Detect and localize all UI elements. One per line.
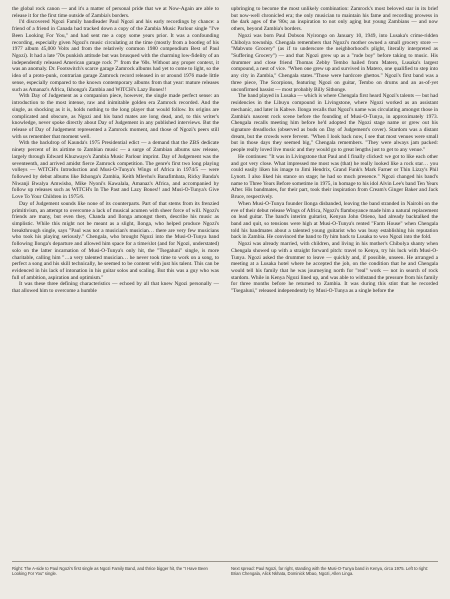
paragraph: The band played in Lusaka — which is where Chengala first heard Ngozi's talents — but had residencies in the Libuyu compound in Livingstone, where Ngozi worked as an assistant mechanic, and later in Kabwe. Ilonga recalls that Ngozi's name was circulating amongst those in Zambia's nascent rock scene before the founding of Musi-O-Tunya, in approximately 1973. Chengala recalls meeting him before he'd adopted the Ngozi stage name or grew out his signature dreadlocks (observed as buds on Day of Judgement's cover). Stardom was a distant dream, but the crowds were fervent. "When I look back now, I see that most venues were small but in those days they seemed big," Chengala remembers. "They were always jam packed: people really loved live music and they would go to great lengths just to get to any venue." — [231, 93, 438, 154]
caption-divider — [12, 561, 438, 562]
left-caption: Right: The A-side to Paul Ngozi's first single as Ngozi Family Band, and thrice bigger hit, the "I Have Been Looking For You" single. — [12, 566, 208, 577]
left-column — [12, 6, 219, 558]
paragraph: Ngozi was already married, with children, and living in his mother's Chibolya shanty when Chengala showed up with a straight forward pitch: travel to Kenya, try his luck with Musi-O-Tunya. Ngozi asked the drummer to leave — quickly and, if possible, unseen. He arranged a meeting at a Lusaka hotel where he accepted the job, on the condition that he and Chengala would tell his family that he was journeying north for "real" work — not in search of rock stardom. While in Kenya Ngozi lined up, and was able to withstand the pressure from his family for three months before he returned to Zambia. It was during this stint that he recorded "Tsegaluni," released independently by Musi-O-Tunya as a single before the — [231, 241, 438, 295]
paragraph: Ngozi was born Paul Dobson Nyirongo on January 10, 1949, into Lusaka's crime-ridden Chibolya township. Chengala remembers that Ngozi's mother owned a small grocery store — "Mabvuto Grocery" (as if to underscore the neighborhood's plight, literally interpreted as "Suffering Grocery") — and that Ngozi grew up as a "rude boy" before taking to music. His drummer and close friend Thomas Zebby Tembo hailed from Matero, Lusaka's largest compound, a nest of vice. "When one grew up and survived in Matero, one qualified to step into any city in Zambia," Chengala states."Those were hardcore ghettos." Ngozi's first band was a three piece, The Scorpions, featuring Ngozi on guitar, Tembo on drums and an as-of-yet unconfirmed bassist — most probably Billy Sithonge. — [231, 32, 438, 93]
text-columns — [12, 6, 438, 558]
paragraph: the global rock canon — and it's a matter of personal pride that we at Now-Again are able to release it for the first time outside of Zambia's borders. — [12, 6, 219, 19]
caption-row — [12, 566, 438, 577]
right-column — [231, 6, 438, 558]
paragraph: With Day of Judgement as a companion piece, however, the single made perfect sense: an introduction to the most intense, raw and inimitable golden era Zamrock recorded. And the single, as shocking as it is, holds nothing to the long player that would follow. Its origins are complicated and obscure, as Ngozi and his band mates are long dead, and, to this writer's knowledge, never spoke directly about Day of Judgement in any published interviews. But the release of Day of Judgement represented a Zamrock moment, and those of Ngozi's peers still with us remember that moment well. — [12, 93, 219, 140]
paragraph: When Musi-O-Tunya founder Ilonga disbanded, leaving the band stranded in Nairobi on the eve of their debut release Wings of Africa, Ngozi's flamboyance made him a natural replacement on lead guitar. The band's interim guitarist, Kenyan John Otieno, had already backtalked the band and quit, so tensions were high at Musi-O-Tunya's rented "Farm House" when Chengala told his bandmates about a talented young guitarist who was busy establishing his reputation back in Zambia. He convinced the band to fly him back to Lusaka to woo Ngozi into the fold. — [231, 200, 438, 241]
paragraph: Day of Judgement sounds like none of its counterparts. Part of that stems from its frenzied primitivism, an attempt to overcome a lack of musical acumen with sheer force of will. Ngozi's friends are many, but even they, Chanda and Ilonga amongst them, describe his music as simplistic. While this might not be meant as a slight, Ilonga, who helped produce Ngozi's breakthrough single, says "Paul was not a musician's musician… there are very few musicians who took his playing seriously." Chengala, who brought Ngozi into the Musi-O-Tunya band following Ilonga's departure and allowed him space for a time/slot (and for Ngozi, understated) solo on the latter incarnation of Musi-O-Tunya's only hit, the "Tsegaluni" single, is more charitable, calling him "…a very talented musician… he never took time to work on a song, to perfect a song and his skill technically, he seemed to be content with just his talent. This can be evidenced in his lack of intonation in his guitar solos and scaling. But this was a guy who was full of ambition, aspiration and optimism." — [12, 200, 219, 281]
paragraph: I'd discovered Ngozi Family bandleader Paul Ngozi and his early recordings by chance: a friend of a friend in Canada had tracked down a copy of the Zambia Music Parlour single "I've Been Looking For You," and had sent me a copy some years prior. It was a confounding recording, especially given Ngozi's music circulating at the time (mostly from a bootleg of his 1977 album 45,000 Volts and from the relatively common 1980 compendium Best of Paul Ngozi). It had a late '70s punkish attitude but was brusqued with the charming low-fidelity of an independently released American garage rock 7" from the '60s. Without any proper context, it was an anomaly. Dr. Footswitch's scarce garage Zamrock albums had yet to come to light, so the idea of a proto-punk, contrarian garage Zamrock record released in or around 1976 made little sense, especially compared to the known contemporary albums from that year: mature releases such as Amanaz's Africa, Ikhonga's Zambia and WITCH's Lazy Bones!! — [12, 19, 219, 93]
paragraph: With the backdrop of Kaunda's 1975 Presidential edict — a demand that the ZBS dedicate ninety percent of its airtime to Zambian music — a surge of Zambian albums saw release, largely through Edward Khuzwayo's Zambia Music Parlour imprint. Day of Judgement was the seventeenth, and arrived amidst fierce Zamrock competition. The genre's first two long playing volleys — WITCH's Introduction and Musi-O-Tunya's Wings of Africa in 1974/5 — were followed by debut albums like Ikhonga's Zambia, Keith Mlevhu's Banafimbata, Ricky Banda's Niwanji Bwalya Amwisho, Mike Nyoni's Kawalala, Amanaz's Africa, and accompanied by follow up releases such as WITCH's In The Past and Lazy Bones!! and Musi-O-Tunya's Give Love To Your Children in 1975/6. — [12, 140, 219, 201]
paragraph: He continues: "It was in Livingstone that Paul and I finally clicked: we got to like each other and got very close. What impressed me most was (that) he really looked like a rock star… you could easily liken his image to Jimi Hendrix, Grand Funk's Mark Farner or Thin Lizzy's Phil Lynott. I also liked his stance on stage; he had so much presence." Ngozi changed his band's name to Three Years Before sometime in 1975, in homage to his idol Alvin Lee's band Ten Years After. His bandmates, for their part, took their inspiration from Cream's Ginger Baker and Jack Bruce, respectively. — [231, 153, 438, 201]
paragraph: It was these three defining characteristics — echoed by all that knew Ngozi personally — that allowed him to overcome a humble — [12, 281, 219, 295]
right-caption: Next spread: Paul Ngozi, far right, standing with the Musi-O-Tunya band in Kenya, circa 1975. Left to right: Brian Chengala, Alick Nkhata, Dominick Mbao, Ngozi, Allen Linga. — [231, 566, 428, 577]
paragraph: upbringing to become the most unlikely combination: Zamrock's most beloved star in its brief but now-well chronicled era; the only musician to maintain his fame and recording prowess in the dark ages of the '80s; an inspiration to not only aging but young Zambians — and now others, beyond Zambia's borders. — [231, 6, 438, 33]
